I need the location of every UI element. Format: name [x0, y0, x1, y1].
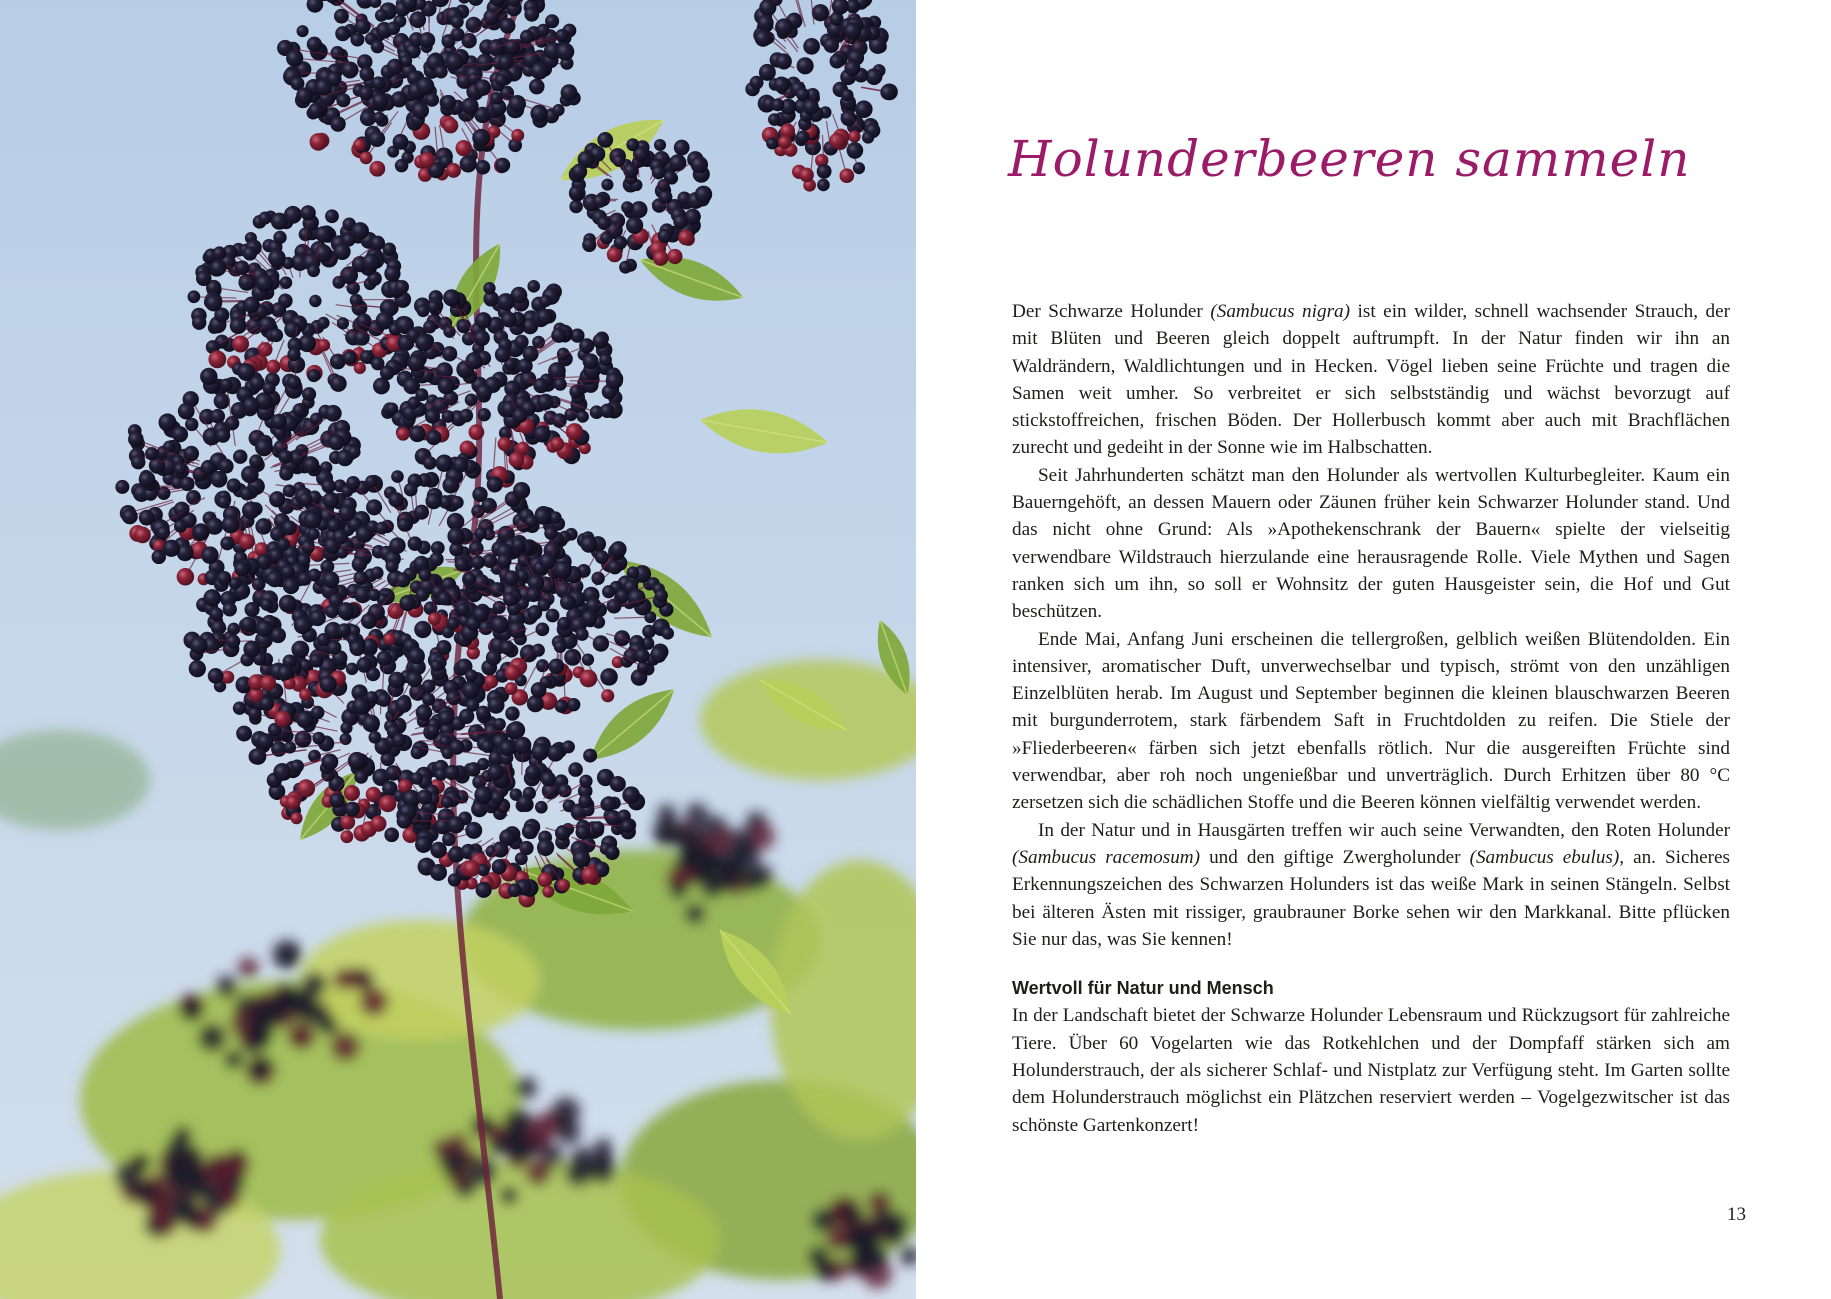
section-paragraph: In der Landschaft bietet der Schwarze Holunder Lebensraum und Rückzugsort für zahlreiche Tiere. Über 60 Vogelarten wie das Rotkehlchen und der Dompfaff stärken sich am Holunderstrauch, der als sicherer Schlaf- und Nistplatz zur Verfügung steht. Im Garten sollte dem Holunderstrauch möglichst ein Plätzchen reserviert werden – Vogelgezwitscher ist das schönste Gartenkonzert!: [1012, 1005, 1730, 1136]
paragraph-4-text-end: an. Sicheres Erkennungszeichen des Schwarzen Holunders ist das weiße Mark in seinen Stängeln. Selbst bei älteren Ästen mit rissiger, graubrauner Borke sehen wir den Markkanal. Bitte pflücken Sie nur das, was Sie kennen!: [1012, 846, 1730, 950]
page-number: 13: [1727, 1204, 1746, 1225]
paragraph-3: [1012, 626, 1730, 817]
paragraph-4-text-cont: und den giftige Zwergholunder: [1200, 846, 1470, 868]
text-page: [916, 0, 1831, 1299]
paragraph-1-text: Der Schwarze Holunder: [1012, 301, 1211, 322]
paragraph-2-text: Seit Jahrhunderten schätzt man den Holunder als wertvollen Kulturbegleiter. Kaum ein Bauerngehöft, an dessen Mauern oder Zäunen früher kein Schwarzer Holunder stand. Und das nicht ohne Grund: Als »Apothekenschrank der Bauern« spielte der vielseitig verwendbare Wildstrauch hierzulande eine herausragende Rolle. Viele Mythen und Sagen ranken sich um ihn, so soll er Wohnsitz der guten Hausgeister sein, die Hof und Gut beschützen.: [1012, 464, 1730, 623]
latin-name-sambucus-racemosum: (Sambucus racemosum): [1012, 846, 1201, 868]
paragraph-4: [1012, 817, 1730, 953]
paragraph-1: [1012, 298, 1730, 462]
latin-name-sambucus-ebulus: (Sambucus ebulus),: [1469, 846, 1625, 868]
latin-name-sambucus-nigra: (Sambucus nigra): [1210, 301, 1351, 322]
paragraph-1-text-cont: ist ein wilder, schnell wachsender Strauch, der mit Blüten und Beeren gleich doppelt auftrumpft. In der Natur finden wir ihn an Waldrändern, Waldlichtungen und in Hecken. Vögel lieben seine Früchte und tragen die Samen weit umher. So verbreitet er sich selbstständig und wächst bevorzugt auf stickstoffreichen, frischen Böden. Der Hollerbusch kommt aber auch mit Brachflächen zurecht und gedeiht in der Sonne wie im Halbschatten.: [1012, 301, 1731, 459]
page-title: Holunderbeeren sammeln: [1008, 130, 1691, 188]
paragraph-4-text: In der Natur und in Hausgärten treffen wir auch seine Verwandten, den Roten Holunder: [1038, 819, 1730, 841]
paragraph-3-text: Ende Mai, Anfang Juni erscheinen die tellergroßen, gelblich weißen Blütendolden. Ein intensiver, aromatischer Duft, unverwechselbar und typisch, strömt von den unzähligen Einzelblüten herab. Im August und September beginnen die kleinen blauschwarzen Beeren mit burgunderrotem, stark färbendem Saft in Fruchtdolden zu reifen. Die Stiele der »Fliederbeeren« färben sich jetzt ebenfalls rötlich. Nur die ausgereiften Früchte sind verwendbar, aber roh noch ungenießbar und unverträglich. Durch Erhitzen über 80 °C zersetzen sich die schädlichen Stoffe und die Beeren können vielfältig verwendet werden.: [1012, 628, 1730, 814]
section-subheading: Wertvoll für Natur und Mensch: [1012, 978, 1274, 999]
paragraph-2: [1012, 462, 1730, 626]
article-body: [1012, 298, 1730, 1139]
